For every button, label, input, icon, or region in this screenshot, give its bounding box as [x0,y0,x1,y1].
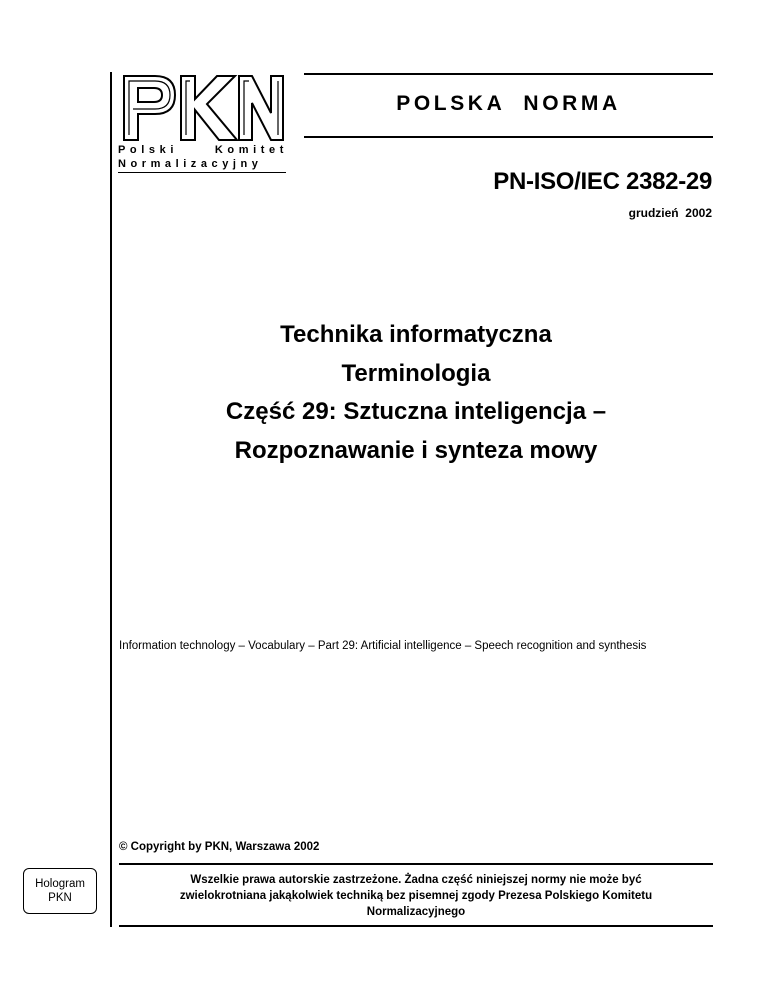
hologram-label: Hologram [35,878,85,890]
org-name-line2: Normalizacyjny [118,158,286,173]
footer-bottom-rule [119,925,713,927]
header-top-rule [304,73,713,75]
publication-date: grudzień 2002 [628,206,712,220]
norm-type-title: POLSKA NORMA [396,92,621,115]
title-line-4: Rozpoznawanie i synteza mowy [234,436,598,464]
title-line-3: Część 29: Sztuczna inteligencja – [225,398,607,425]
english-title: Information technology – Vocabulary – Part 29: Artificial intelligence – Speech recognition and synthesis [119,640,647,652]
hologram-pkn: PKN [48,892,72,904]
rights-notice [119,872,713,920]
header-bottom-rule [304,136,713,138]
title-line-2: Terminologia [341,359,491,387]
copyright-notice: © Copyright by PKN, Warszawa 2002 [119,841,320,853]
org-name-line1 [118,144,288,157]
pkn-logo [121,73,285,141]
left-margin-rule [110,72,112,927]
standard-number: PN-ISO/IEC 2382-29 [493,168,712,195]
rights-line-2: zwielokrotniana jakąkolwiek techniką bez pisemnej zgody Prezesa Polskiego Komitetu [179,890,653,902]
rights-line-3: Normalizacyjnego [366,906,466,918]
footer-top-rule [119,863,713,865]
polish-title [112,316,720,470]
rights-line-1: Wszelkie prawa autorskie zastrzeżone. Żadna część niniejszej normy nie może być [190,874,642,886]
org-word-polski: Polski [118,144,179,156]
org-word-komitet: Komitet [214,144,288,156]
title-line-1: Technika informatyczna [280,321,552,348]
hologram-box [23,868,97,914]
